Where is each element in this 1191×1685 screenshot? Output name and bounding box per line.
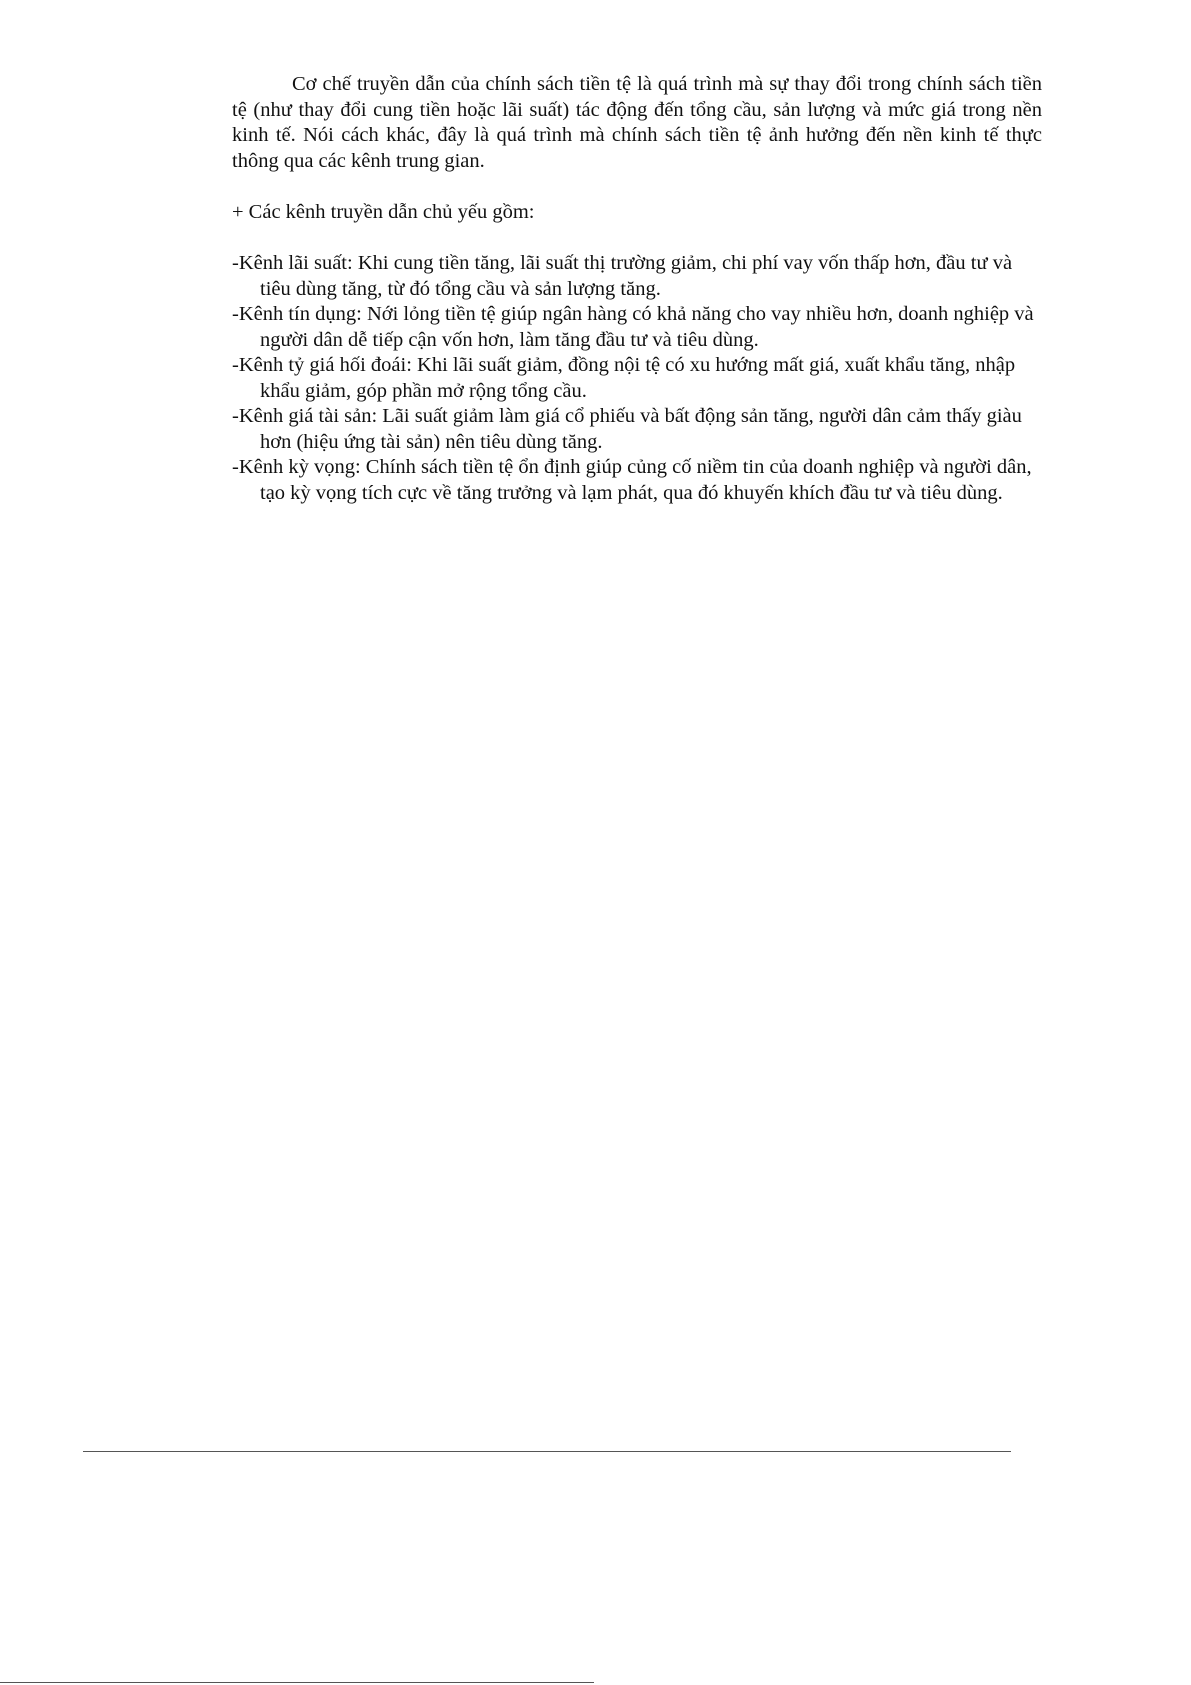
footer-divider — [83, 1451, 1011, 1452]
intro-paragraph: Cơ chế truyền dẫn của chính sách tiền tệ là quá trình mà sự thay đổi trong chính sách tiền tệ (như thay đổi cung tiền hoặc lãi suất) tác động đến tổng cầu, sản lượng và mức giá trong nền kinh tế. Nói cách khác, đây là quá trình mà chính sách tiền tệ ảnh hưởng đến nền kinh tế thực thông qua các kênh trung gian. — [232, 73, 1042, 172]
channel-item-asset-price: -Kênh giá tài sản: Lãi suất giảm làm giá cổ phiếu và bất động sản tăng, người dân cảm thấy giàu hơn (hiệu ứng tài sản) nên tiêu dùng tăng. — [232, 405, 1022, 453]
bottom-divider — [0, 1682, 594, 1683]
channel-item-interest-rate: -Kênh lãi suất: Khi cung tiền tăng, lãi suất thị trường giảm, chi phí vay vốn thấp hơn, đầu tư và tiêu dùng tăng, từ đó tổng cầu và sản lượng tăng. — [232, 252, 1013, 300]
channel-item-exchange-rate: -Kênh tỷ giá hối đoái: Khi lãi suất giảm, đồng nội tệ có xu hướng mất giá, xuất khẩu tăng, nhập khẩu giảm, góp phần mở rộng tổng cầu. — [232, 354, 1016, 402]
channel-item-expectations: -Kênh kỳ vọng: Chính sách tiền tệ ổn định giúp củng cố niềm tin của doanh nghiệp và người dân, tạo kỳ vọng tích cực về tăng trưởng và lạm phát, qua đó khuyến khích đầu tư và tiêu dùng. — [232, 456, 1032, 504]
channels-heading: + Các kênh truyền dẫn chủ yếu gồm: — [232, 201, 535, 223]
channel-item-credit: -Kênh tín dụng: Nới lỏng tiền tệ giúp ngân hàng có khả năng cho vay nhiều hơn, doanh nghiệp và người dân dễ tiếp cận vốn hơn, làm tăng đầu tư và tiêu dùng. — [232, 303, 1034, 351]
channel-list — [232, 251, 1042, 506]
